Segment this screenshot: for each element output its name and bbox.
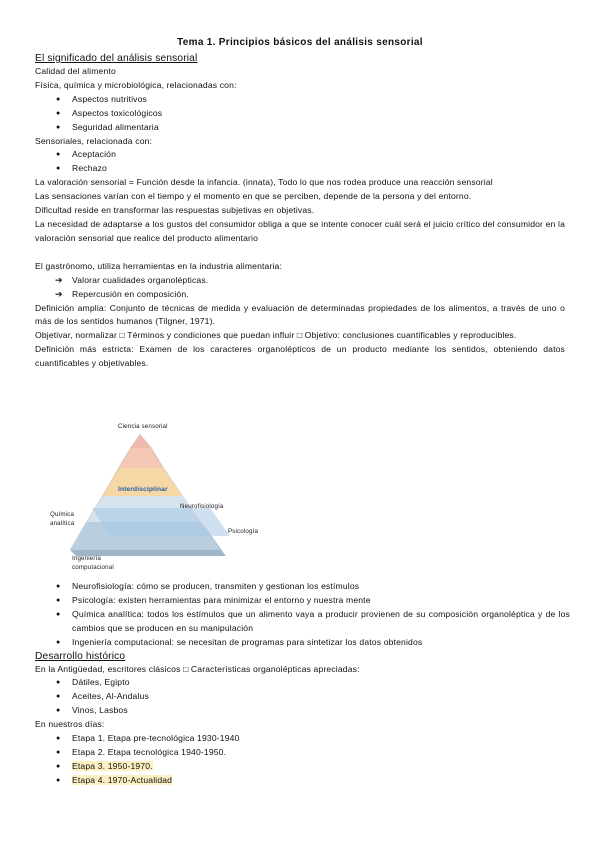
diagram-label-quimica-2: analítica bbox=[50, 520, 75, 527]
paragraph-sensaciones: Las sensaciones varían con el tiempo y el momento en que se perciben, depende de la persona y del entorno. bbox=[35, 191, 472, 202]
paragraph-gastronomo: El gastrónomo, utiliza herramientas en la industria alimentaria: bbox=[35, 260, 282, 271]
paragraph-objetivar: Objetivar, normalizar □ Términos y condiciones que puedan influir □ Objetivo: conclusiones cuantificables y reproducibles. bbox=[35, 330, 517, 341]
section-heading-desarrollo: Desarrollo histórico bbox=[35, 650, 126, 662]
bullet-icon: ● bbox=[56, 638, 61, 646]
list-item: ● Etapa 2. Etapa tecnológica 1940-1950. bbox=[35, 746, 570, 760]
list-item: ➔ Repercusión en composición. bbox=[35, 288, 565, 302]
list-item: ● Psicología: existen herramientas para minimizar el entorno y nuestra mente bbox=[35, 594, 570, 608]
bullet-icon: ● bbox=[56, 583, 61, 590]
diagram-label-top: Ciencia sensorial bbox=[118, 423, 168, 430]
diagram-label-psico: Psicología bbox=[228, 528, 259, 535]
section-diagram-bullets bbox=[35, 580, 570, 788]
list-item: ● Aspectos toxicológicos bbox=[35, 107, 565, 121]
list-item: ● Aspectos nutritivos bbox=[35, 93, 565, 107]
list-item: ● Dátiles, Egipto bbox=[35, 676, 570, 690]
pyramid-middle-plane bbox=[92, 508, 230, 536]
paragraph-sensoriales: Sensoriales, relacionada con: bbox=[35, 135, 153, 146]
list-item: ● Aceptación bbox=[35, 148, 565, 162]
bullet-icon: ● bbox=[56, 693, 61, 701]
pyramid-second-layer bbox=[118, 448, 164, 468]
diagram-label-quimica-1: Química bbox=[50, 511, 75, 518]
list-item: ● Neurofisiología: cómo se producen, transmiten y gestionan los estímulos bbox=[35, 580, 570, 594]
section-significado bbox=[35, 52, 565, 371]
diagram-label-ing-1: Ingeniería bbox=[72, 555, 102, 562]
bullet-icon: ● bbox=[56, 735, 61, 743]
highlight: Etapa 3. 1950-1970. bbox=[72, 760, 153, 771]
paragraph-definicion-amplia: Definición amplia: Conjunto de técnicas de medida y evaluación de determinadas propiedades de los alimentos, a través de uno o más de los sentidos humanos (Tilgner, 1971). bbox=[35, 302, 565, 327]
list-item: ● Química analítica: todos los estímulos que un alimento vaya a producir provienen de su composición organoléptica y de los cambios que se producen en su manipulación bbox=[56, 608, 570, 633]
diagram-label-neuro: Neurofisiología bbox=[180, 503, 224, 510]
list-item: ● Seguridad alimentaria bbox=[35, 121, 565, 135]
list-item: ● Aceites, Al-Andalus bbox=[35, 690, 570, 704]
bullet-icon: ● bbox=[56, 748, 61, 756]
bullet-icon: ● bbox=[56, 610, 61, 618]
bullet-icon: ● bbox=[56, 707, 61, 715]
paragraph-definicion-estricta: Definición más estricta: Examen de los caracteres organolépticos de un producto mediante los sentidos, obteniendo datos cuantificables y objetivables. bbox=[35, 344, 565, 369]
bullet-icon: ● bbox=[56, 109, 61, 117]
list-item: ➔ Valorar cualidades organolépticas. bbox=[35, 274, 565, 288]
paragraph-dificultad: Dificultad reside en transformar las respuestas subjetivas en objetivas. bbox=[35, 205, 315, 216]
page-title: Tema 1. Principios básicos del análisis sensorial bbox=[177, 37, 423, 48]
pyramid-diagram bbox=[40, 416, 280, 576]
paragraph-antiguedad: En la Antigüedad, escritores clásicos □ Características organolépticas apreciadas: bbox=[35, 663, 360, 674]
arrow-right-icon: ➔ bbox=[55, 288, 63, 299]
diagram-label-middle: Interdisciplinar bbox=[118, 486, 168, 493]
list-item: ● Rechazo bbox=[35, 162, 565, 176]
bullet-icon: ● bbox=[56, 151, 61, 159]
bullet-icon: ● bbox=[56, 123, 61, 131]
list-item-highlighted bbox=[35, 774, 570, 788]
list-item: ● Ingeniería computacional: se necesitan de programas para sintetizar los datos obtenidos bbox=[35, 636, 570, 650]
list-item-highlighted bbox=[35, 760, 570, 774]
bullet-icon: ● bbox=[56, 762, 61, 770]
paragraph-nuestros-dias: En nuestros días: bbox=[35, 719, 105, 730]
pyramid-top-layer bbox=[130, 434, 152, 448]
bullet-icon: ● bbox=[56, 165, 61, 173]
paragraph-fisica: Física, química y microbiológica, relacionadas con: bbox=[35, 79, 237, 90]
arrow-right-icon: ➔ bbox=[55, 274, 63, 285]
list-item: ● Vinos, Lasbos bbox=[35, 704, 570, 718]
bullet-icon: ● bbox=[56, 776, 61, 784]
bullet-icon: ● bbox=[56, 679, 61, 687]
bullet-icon: ● bbox=[56, 596, 61, 604]
list-item: ● Etapa 1. Etapa pre-tecnológica 1930-1940 bbox=[35, 732, 570, 746]
paragraph-valoracion: La valoración sensorial = Función desde la infancia. (innata), Todo lo que nos rodea produce una reacción sensorial bbox=[35, 177, 493, 188]
highlight: Etapa 4. 1970-Actualidad bbox=[72, 774, 173, 785]
diagram-label-ing-2: computacional bbox=[72, 564, 114, 571]
section-heading-significado: El significado del análisis sensorial bbox=[35, 53, 198, 64]
paragraph-necesidad: La necesidad de adaptarse a los gustos del consumidor obliga a que se intente conocer cuál será el juicio crítico del consumidor en la valoración sensorial que realice del producto alimentario bbox=[35, 218, 565, 243]
paragraph-calidad: Calidad del alimento bbox=[35, 66, 116, 76]
bullet-icon: ● bbox=[56, 95, 61, 103]
